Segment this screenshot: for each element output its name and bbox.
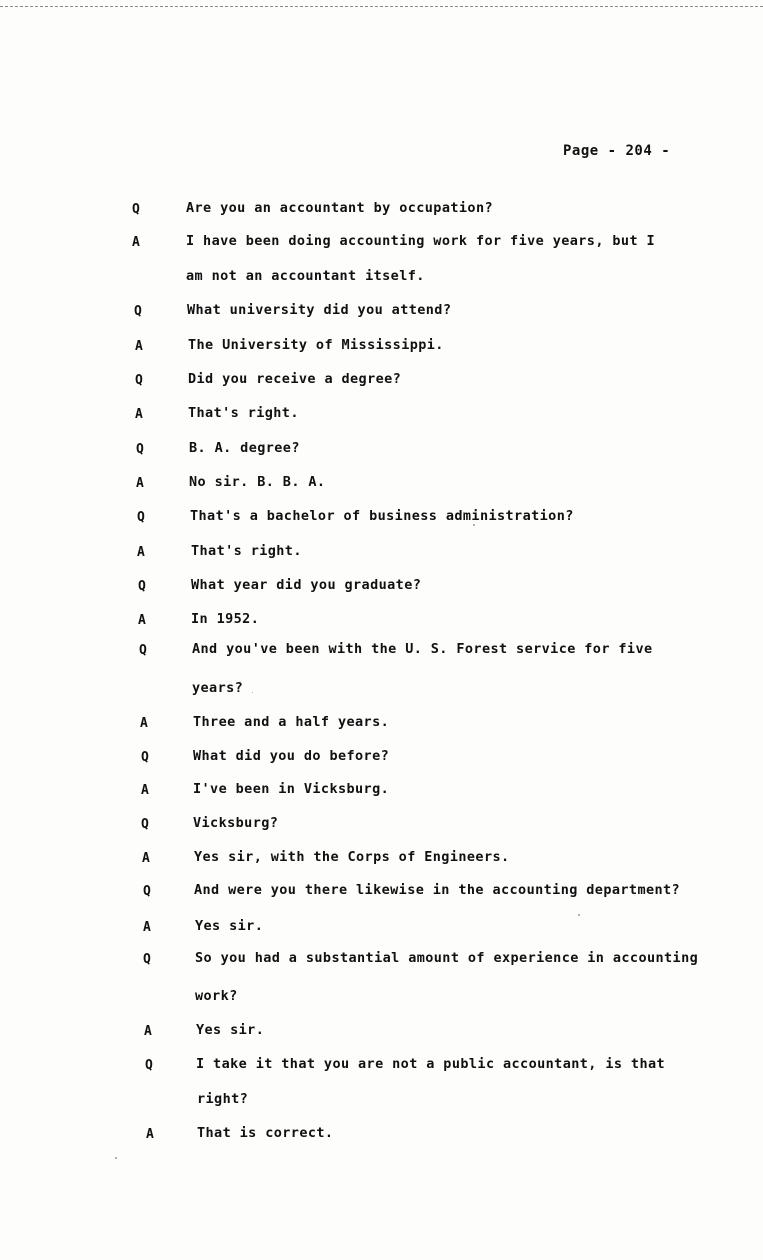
answer-line: I've been in Vicksburg. — [193, 781, 390, 797]
answer-line: That is correct. — [197, 1125, 334, 1141]
answer-line: That's right. — [191, 543, 302, 559]
question-marker: Q — [135, 373, 143, 388]
question-marker: Q — [134, 304, 142, 319]
answer-line: The University of Mississippi. — [188, 337, 444, 353]
question-line: Vicksburg? — [193, 815, 279, 831]
question-marker: Q — [141, 750, 149, 765]
answer-marker: A — [138, 613, 146, 628]
question-marker: Q — [137, 510, 145, 525]
answer-line: I have been doing accounting work for five years, but I — [186, 233, 656, 249]
question-line: What did you do before? — [193, 748, 390, 764]
answer-line: Yes sir. — [195, 918, 264, 934]
answer-marker: A — [142, 851, 150, 866]
answer-line: Three and a half years. — [193, 714, 390, 730]
question-line: What university did you attend? — [187, 302, 452, 318]
answer-marker: A — [135, 407, 143, 422]
question-line: I take it that you are not a public accountant, is that — [196, 1056, 666, 1072]
answer-line: That's right. — [188, 405, 299, 421]
answer-line: Yes sir. — [196, 1022, 265, 1038]
question-marker: Q — [138, 579, 146, 594]
answer-line: am not an accountant itself. — [186, 268, 425, 284]
answer-line: No sir. B. B. A. — [189, 474, 326, 490]
paper-speck — [578, 914, 580, 916]
answer-line: In 1952. — [191, 611, 260, 627]
question-marker: Q — [143, 884, 151, 899]
question-line: B. A. degree? — [189, 440, 300, 456]
answer-marker: A — [144, 1024, 152, 1039]
answer-marker: A — [132, 235, 140, 250]
answer-marker: A — [137, 545, 145, 560]
paper-speck — [115, 1157, 117, 1159]
answer-marker: A — [141, 783, 149, 798]
answer-marker: A — [146, 1127, 154, 1142]
question-marker: Q — [136, 442, 144, 457]
question-marker: Q — [143, 952, 151, 967]
answer-marker: A — [136, 476, 144, 491]
question-line: Did you receive a degree? — [188, 371, 402, 387]
page-number: Page - 204 - — [563, 143, 671, 159]
question-marker: Q — [139, 643, 147, 658]
question-line: work? — [195, 988, 238, 1004]
paper-speck — [473, 524, 475, 526]
question-line: right? — [197, 1091, 249, 1107]
question-line: years? — [192, 680, 244, 696]
answer-marker: A — [135, 339, 143, 354]
answer-marker: A — [140, 716, 148, 731]
question-marker: Q — [145, 1058, 153, 1073]
question-line: And were you there likewise in the accounting department? — [194, 882, 681, 898]
answer-marker: A — [143, 920, 151, 935]
paper-speck — [252, 692, 253, 693]
question-marker: Q — [141, 817, 149, 832]
question-line: And you've been with the U. S. Forest service for five — [192, 641, 653, 657]
question-line: That's a bachelor of business administration? — [190, 508, 574, 524]
answer-line: Yes sir, with the Corps of Engineers. — [194, 849, 510, 865]
question-line: So you had a substantial amount of experience in accounting — [195, 950, 699, 966]
question-line: Are you an accountant by occupation? — [186, 200, 493, 216]
question-line: What year did you graduate? — [191, 577, 422, 593]
question-marker: Q — [132, 202, 140, 217]
